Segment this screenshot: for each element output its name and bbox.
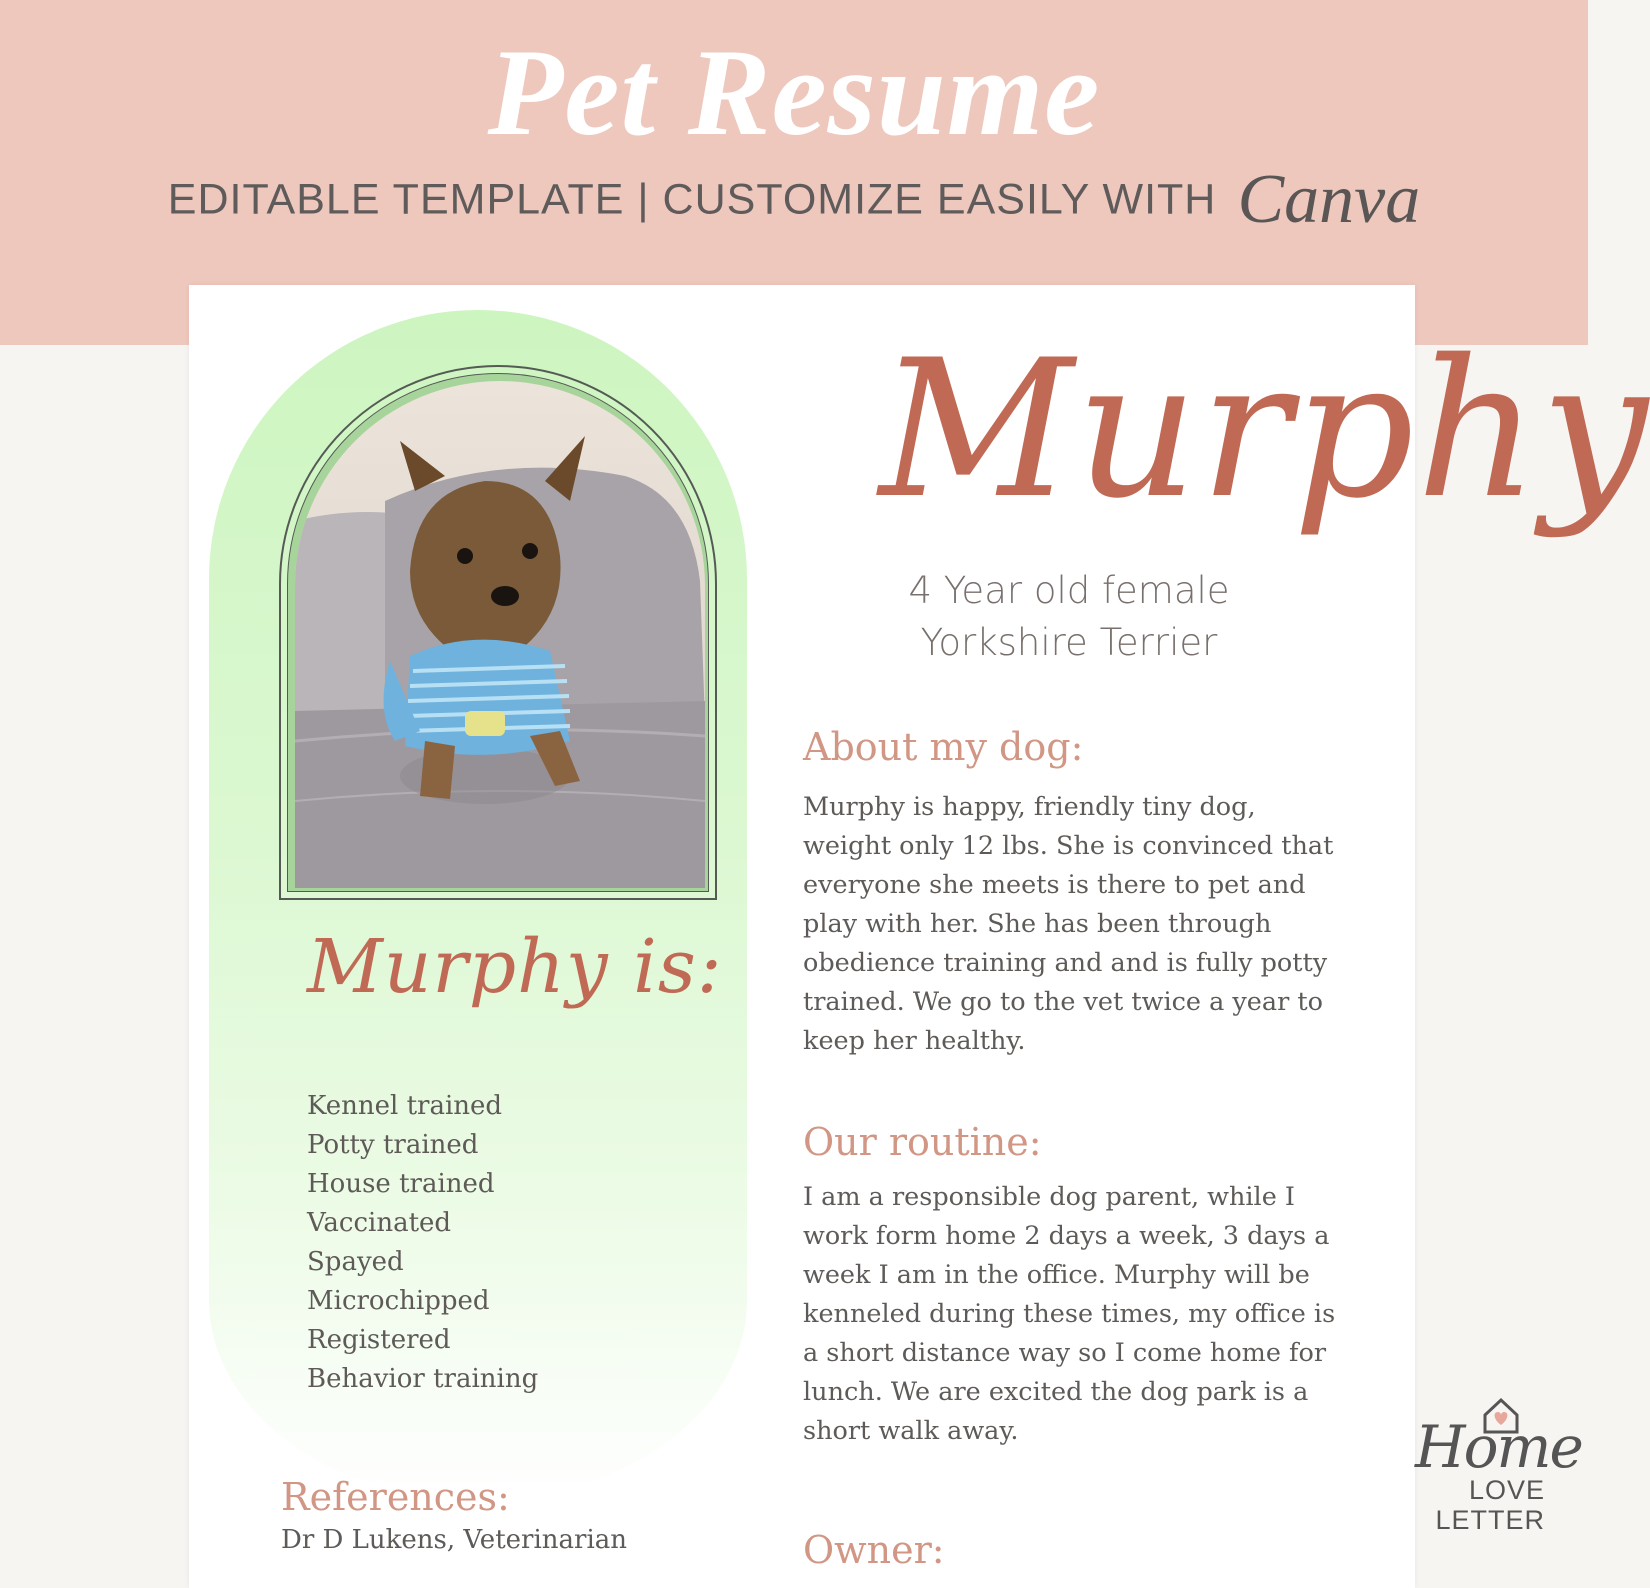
traits-list xyxy=(307,1087,538,1399)
logo-love: LOVE xyxy=(1468,1475,1545,1505)
photo-frame xyxy=(279,365,717,900)
owner-heading: Owner: xyxy=(803,1528,945,1572)
dog-photo-illustration xyxy=(295,381,705,888)
list-item: Spayed xyxy=(307,1247,404,1277)
list-item: Kennel trained xyxy=(307,1091,503,1121)
references-text: Dr D Lukens, Veterinarian xyxy=(281,1525,628,1555)
logo-script: Home xyxy=(1415,1413,1582,1481)
pet-name: Murphy xyxy=(879,319,1650,540)
pet-breed: Yorkshire Terrier xyxy=(920,621,1218,664)
about-heading: About my dog: xyxy=(803,725,1084,769)
routine-heading: Our routine: xyxy=(803,1120,1042,1164)
logo-letter: LETTER xyxy=(1435,1505,1545,1535)
routine-body: I am a responsible dog parent, while I work form home 2 days a week, 3 days a week I am in the office. Murphy will be kenneled during these times, my office is a short distance way so I come home for lunch. We are excited the dog park is a short walk away. xyxy=(803,1182,1336,1446)
list-item: Registered xyxy=(307,1325,451,1355)
home-love-letter-logo xyxy=(1413,1395,1582,1555)
traits-title: Murphy is: xyxy=(307,924,723,1010)
list-item: Behavior training xyxy=(307,1364,539,1394)
references-heading: References: xyxy=(281,1475,510,1519)
banner-title: Pet Resume xyxy=(487,24,1101,161)
banner-subtitle: EDITABLE TEMPLATE | CUSTOMIZE EASILY WITH xyxy=(167,175,1217,224)
list-item: Potty trained xyxy=(307,1130,479,1160)
pet-age-sex: 4 Year old female xyxy=(908,569,1230,612)
pet-photo xyxy=(287,373,709,892)
pet-description xyxy=(829,565,1309,669)
about-body: Murphy is happy, friendly tiny dog, weight only 12 lbs. She is convinced that everyone she meets is there to pet and play with her. She has been through obedience training and and is fully potty trained. We go to the vet twice a year to keep her healthy. xyxy=(803,792,1334,1056)
list-item: House trained xyxy=(307,1169,495,1199)
canva-brand: Canva xyxy=(1237,161,1421,238)
list-item: Vaccinated xyxy=(307,1208,452,1238)
banner-subtitle-row xyxy=(0,160,1588,240)
list-item: Microchipped xyxy=(307,1286,490,1316)
